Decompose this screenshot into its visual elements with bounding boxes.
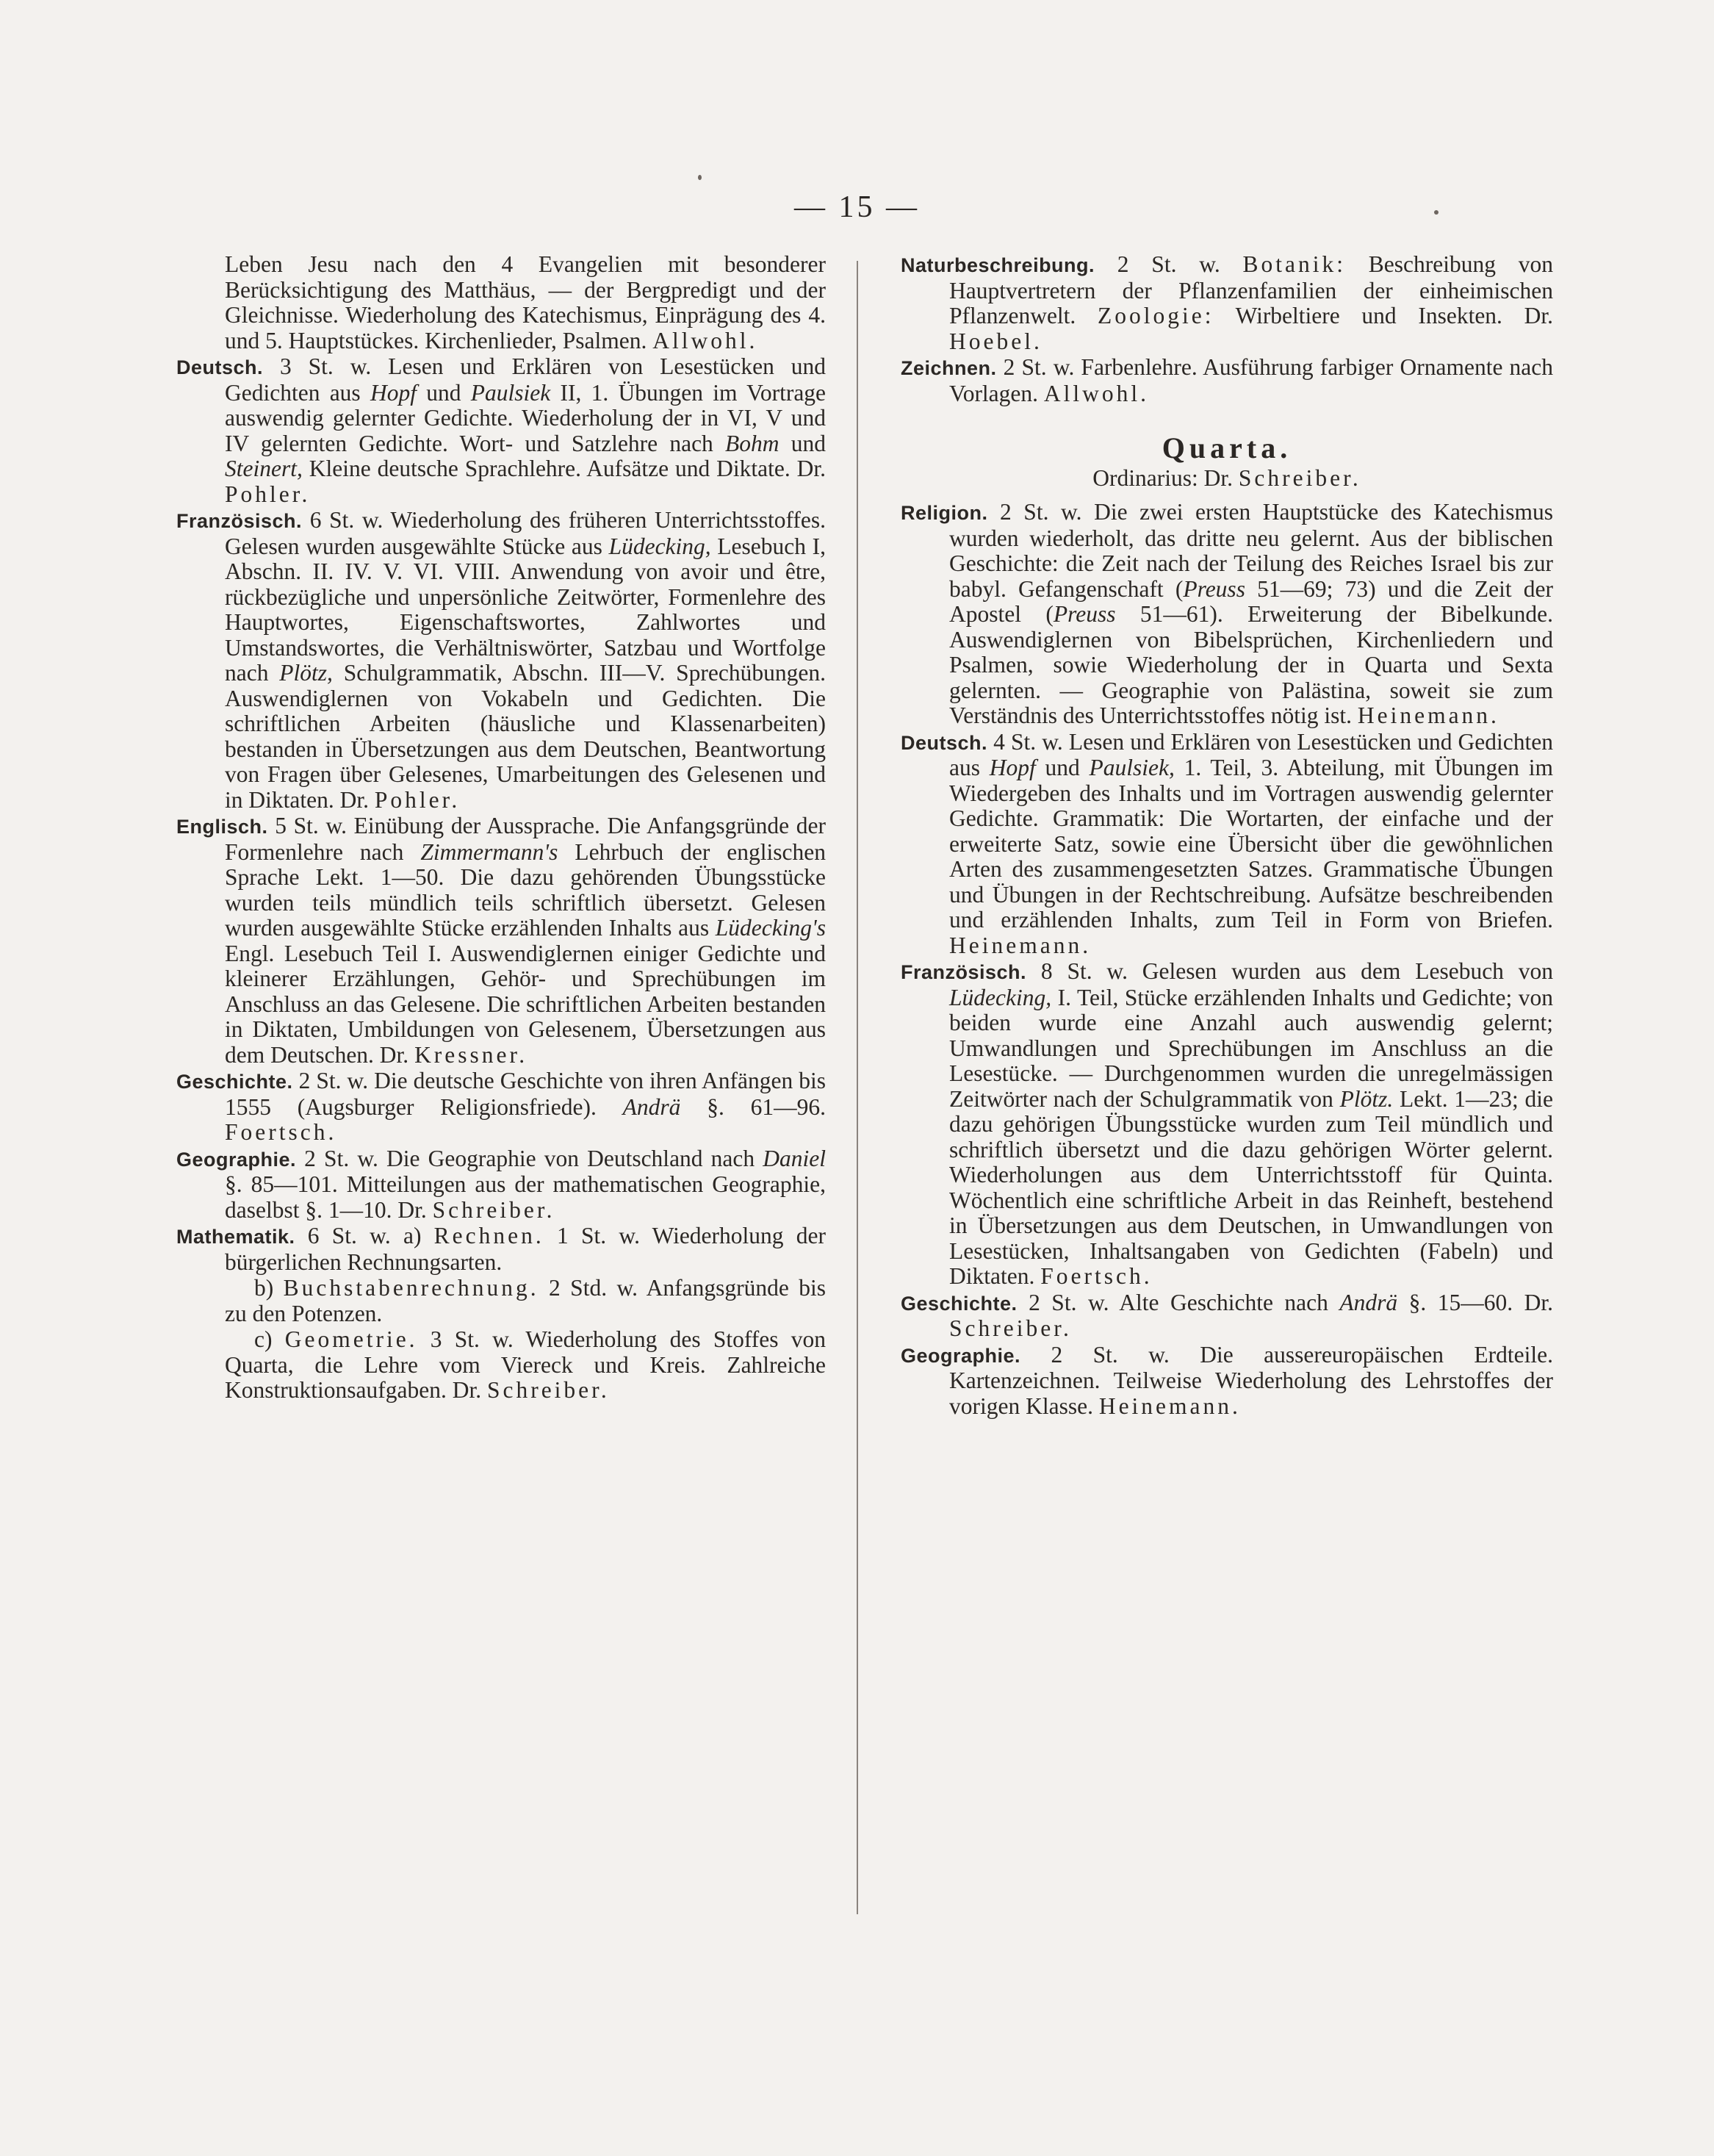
- column-divider: [857, 261, 858, 1914]
- subject-heading: Geschichte.: [901, 1292, 1018, 1315]
- subsection-label: Zoologie:: [1098, 303, 1214, 328]
- book-title: Hopf: [370, 379, 417, 406]
- book-title: Daniel: [763, 1145, 827, 1171]
- book-title: Preuss: [1053, 601, 1116, 627]
- entry-religion: Religion. 2 St. w. Die zwei ersten Hauptstücke des Katechismus wurden wiederholt, das dritte neu gelernt. Aus der biblischen Geschichte: die Zeit nach der Teilung des Reiches Israel bis zur babyl. Gefangenschaft (Preuss 51—69; 73) und die Zeit der Apostel (Preuss 51—61). Erweiterung der Bibelkunde. Auswendiglernen von Bibelsprüchen, Kirchenliedern und Psalmen, sowie Wiederholung der in Quarta und Sexta gelernten. — Geographie von Palästina, soweit sie zum Verständnis des Unterrichtsstoffes nötig ist. Heinemann.: [901, 499, 1554, 728]
- teacher-name: Schreiber.: [1238, 464, 1361, 491]
- ordinarius-line: Ordinarius: Dr. Schreiber.: [1092, 464, 1361, 491]
- book-title: Plötz.: [1339, 1085, 1394, 1112]
- entry-geographie: Geographie. 2 St. w. Die Geographie von Deutschland nach Daniel §. 85—101. Mitteilungen aus der mathematischen Geographie, daselbst §. 1—10. Dr. Schreiber.: [176, 1145, 827, 1223]
- book-title: Andrä: [622, 1093, 681, 1120]
- teacher-name: Schreiber.: [486, 1377, 610, 1403]
- teacher-name: Heinemann.: [1357, 703, 1499, 728]
- religion-continuation: Leben Jesu nach den 4 Evangelien mit besonderer Berücksichtigung des Matthäus, — der Bergpredigt und der Gleichnisse. Wiederholung des Katechismus, Einprägung des 4. und 5. Hauptstückes. Kirchenlieder, Psalmen. Allwohl.: [225, 251, 826, 353]
- subject-heading: Geographie.: [901, 1344, 1021, 1367]
- book-title: Preuss: [1183, 575, 1245, 602]
- left-column: [176, 252, 826, 1404]
- entry-franzoesisch-quarta: Französisch. 8 St. w. Gelesen wurden aus dem Lesebuch von Lüdecking, I. Teil, Stücke erzählenden Inhalts und Gedichte; von beiden wurde eine Anzahl auch auswendig gelernt; Umwandlungen und Sprechübungen im Anschluss an die Lesestücke. — Durchgenommen wurden die unregelmässigen Zeitwörter nach der Schulgrammatik von Plötz. Lekt. 1—23; die dazu gehörigen Übungsstücke wurden zum Teil mündlich und schriftlich übersetzt und die dazu gehörigen Wörter gelernt. Wiederholungen aus dem Unterrichtsstoff für Quinta. Wöchentlich eine schriftliche Arbeit in das Reinheft, bestehend in Übersetzungen aus dem Deutschen, in Umwandlungen von Lesestücken, Inhaltsangaben von Gedichten (Fabeln) und Diktaten. Foertsch.: [901, 958, 1554, 1289]
- subject-heading: Französisch.: [176, 510, 303, 532]
- teacher-name: Pohler.: [225, 481, 311, 507]
- subject-heading: Englisch.: [176, 816, 268, 838]
- teacher-name: Pohler.: [374, 786, 461, 813]
- ink-spot: [698, 175, 702, 180]
- teacher-name: Allwohl.: [652, 327, 758, 353]
- page-number: — 15 —: [794, 190, 920, 224]
- teacher-name: Kressner.: [414, 1041, 528, 1068]
- teacher-name: Heinemann.: [949, 932, 1092, 958]
- teacher-name: Heinemann.: [1098, 1393, 1241, 1419]
- entry-zeichnen: Zeichnen. 2 St. w. Farbenlehre. Ausführung farbiger Ornamente nach Vorlagen. Allwohl.: [901, 354, 1553, 406]
- subject-heading: Geographie.: [176, 1148, 297, 1171]
- subject-heading: Geschichte.: [176, 1071, 293, 1093]
- teacher-name: Foertsch.: [1040, 1263, 1153, 1289]
- entry-deutsch-quarta: Deutsch. 4 St. w. Lesen und Erklären von Lesestücken und Gedichten aus Hopf und Paulsiek, 1. Teil, 3. Abteilung, mit Übungen im Wiedergeben des Inhalts und im Vortragen auswendig gelernter Gedichte. Grammatik: Die Wortarten, der einfache und der erweiterte Satz, sowie eine Übersicht über die gewöhnlichen Arten des zusammengesetzten Satzes. Grammatische Übungen und Übungen in der Rechtschreibung. Aufsätze beschreibenden und erzählenden Inhalts, zum Teil in Form von Briefen. Heinemann.: [901, 728, 1554, 958]
- subject-heading: Deutsch.: [901, 731, 988, 754]
- entry-mathematik-c: c) Geometrie. 3 St. w. Wiederholung des Stoffes von Quarta, die Lehre vom Viereck und Kreis. Zahlreiche Konstruktionsaufgaben. Dr. Schreiber.: [225, 1326, 827, 1403]
- right-column: [901, 252, 1553, 1420]
- entry-englisch: Englisch. 5 St. w. Einübung der Aussprache. Die Anfangsgründe der Formenlehre nach Zimmermann's Lehrbuch der englischen Sprache Lekt. 1—50. Die dazu gehörenden Übungsstücke wurden teils mündlich teils schriftlich übersetzt. Gelesen wurden ausgewählte Stücke erzählenden Inhalts aus Lüdecking's Engl. Lesebuch Teil I. Auswendiglernen einiger Gedichte und kleinerer Erzählungen, Gehör- und Sprechübungen im Anschluss an das Gelesene. Die schriftlichen Arbeiten bestanden in Diktaten, Umbildungen von Gelesenem, Übersetzungen aus dem Deutschen. Dr. Kressner.: [176, 813, 827, 1068]
- entry-deutsch: Deutsch. 3 St. w. Lesen und Erklären von Lesestücken und Gedichten aus Hopf und Paulsiek II, 1. Übungen im Vortrage auswendig gelernter Gedichte. Wiederholung der in VI, V und IV gelernten Gedichte. Wort- und Satzlehre nach Bohm und Steinert, Kleine deutsche Sprachlehre. Aufsätze und Diktate. Dr. Pohler.: [176, 353, 827, 507]
- subject-heading: Französisch.: [901, 961, 1027, 983]
- entry-geschichte-quarta: Geschichte. 2 St. w. Alte Geschichte nach Andrä §. 15—60. Dr. Schreiber.: [901, 1289, 1554, 1341]
- book-title: Plötz,: [279, 660, 333, 686]
- book-title: Paulsiek: [470, 379, 551, 406]
- entry-franzoesisch: Französisch. 6 St. w. Wiederholung des früheren Unterrichtsstoffes. Gelesen wurden ausgewählte Stücke aus Lüdecking, Lesebuch I, Abschn. II. IV. V. VI. VIII. Anwendung von avoir und être, rückbezügliche und unpersönliche Zeitwörter, Formenlehre des Hauptwortes, Eigenschaftswortes, Zahlwortes und Umstandswortes, die Verhältniswörter, Satzbau und Wortfolge nach Plötz, Schulgrammatik, Abschn. III—V. Sprechübungen. Auswendiglernen von Vokabeln und Gedichten. Die schriftlichen Arbeiten (häusliche und Klassenarbeiten) bestanden in Übersetzungen aus dem Deutschen, Beantwortung von Fragen über Gelesenes, Umarbeitungen des Gelesenen und in Diktaten. Dr. Pohler.: [176, 507, 827, 813]
- book-title: Andrä: [1339, 1289, 1398, 1315]
- entry-mathematik-b: b) Buchstabenrechnung. 2 Std. w. Anfangsgründe bis zu den Potenzen.: [225, 1275, 826, 1326]
- section-title-quarta: Quarta.: [1162, 431, 1292, 464]
- teacher-name: Foertsch.: [225, 1119, 337, 1145]
- subsection-label: Buchstabenrechnung.: [283, 1275, 539, 1301]
- entry-naturbeschreibung: Naturbeschreibung. 2 St. w. Botanik: Beschreibung von Hauptvertretern der Pflanzenfamilien der einheimischen Pflanzenwelt. Zoologie: Wirbeltiere und Insekten. Dr. Hoebel.: [901, 251, 1553, 354]
- book-title: Steinert,: [225, 456, 303, 481]
- entry-geographie-quarta: Geographie. 2 St. w. Die aussereuropäischen Erdteile. Kartenzeichnen. Teilweise Wiederholung des Lehrstoffes der vorigen Klasse. Heinemann.: [901, 1341, 1553, 1419]
- book-title: Hopf: [989, 755, 1036, 780]
- entry-geschichte: Geschichte. 2 St. w. Die deutsche Geschichte von ihren Anfängen bis 1555 (Augsburger Religionsfriede). Andrä §. 61—96. Foertsch.: [176, 1068, 827, 1145]
- book-title: Lüdecking,: [949, 984, 1052, 1010]
- book-title: Lüdecking's: [715, 915, 826, 941]
- subject-heading: Zeichnen.: [901, 357, 997, 379]
- book-title: Paulsiek,: [1089, 755, 1175, 780]
- subject-heading: Naturbeschreibung.: [901, 254, 1095, 276]
- subsection-label: Geometrie.: [284, 1326, 418, 1352]
- entry-mathematik: Mathematik. 6 St. w. a) Rechnen. 1 St. w. Wiederholung der bürgerlichen Rechnungsarten.: [176, 1223, 826, 1275]
- book-title: Lüdecking,: [608, 533, 711, 559]
- subsection-label: Rechnen.: [433, 1223, 544, 1248]
- subject-heading: Deutsch.: [176, 356, 264, 378]
- teacher-name: Schreiber.: [949, 1315, 1072, 1341]
- book-title: Bohm: [725, 430, 779, 456]
- book-title: Zimmermann's: [420, 838, 558, 865]
- subsection-label: Botanik:: [1242, 251, 1347, 277]
- teacher-name: Schreiber.: [432, 1196, 555, 1223]
- subject-heading: Religion.: [901, 502, 988, 524]
- teacher-name: Allwohl.: [1043, 380, 1150, 406]
- teacher-name: Hoebel.: [949, 328, 1043, 354]
- subject-heading: Mathematik.: [176, 1226, 295, 1248]
